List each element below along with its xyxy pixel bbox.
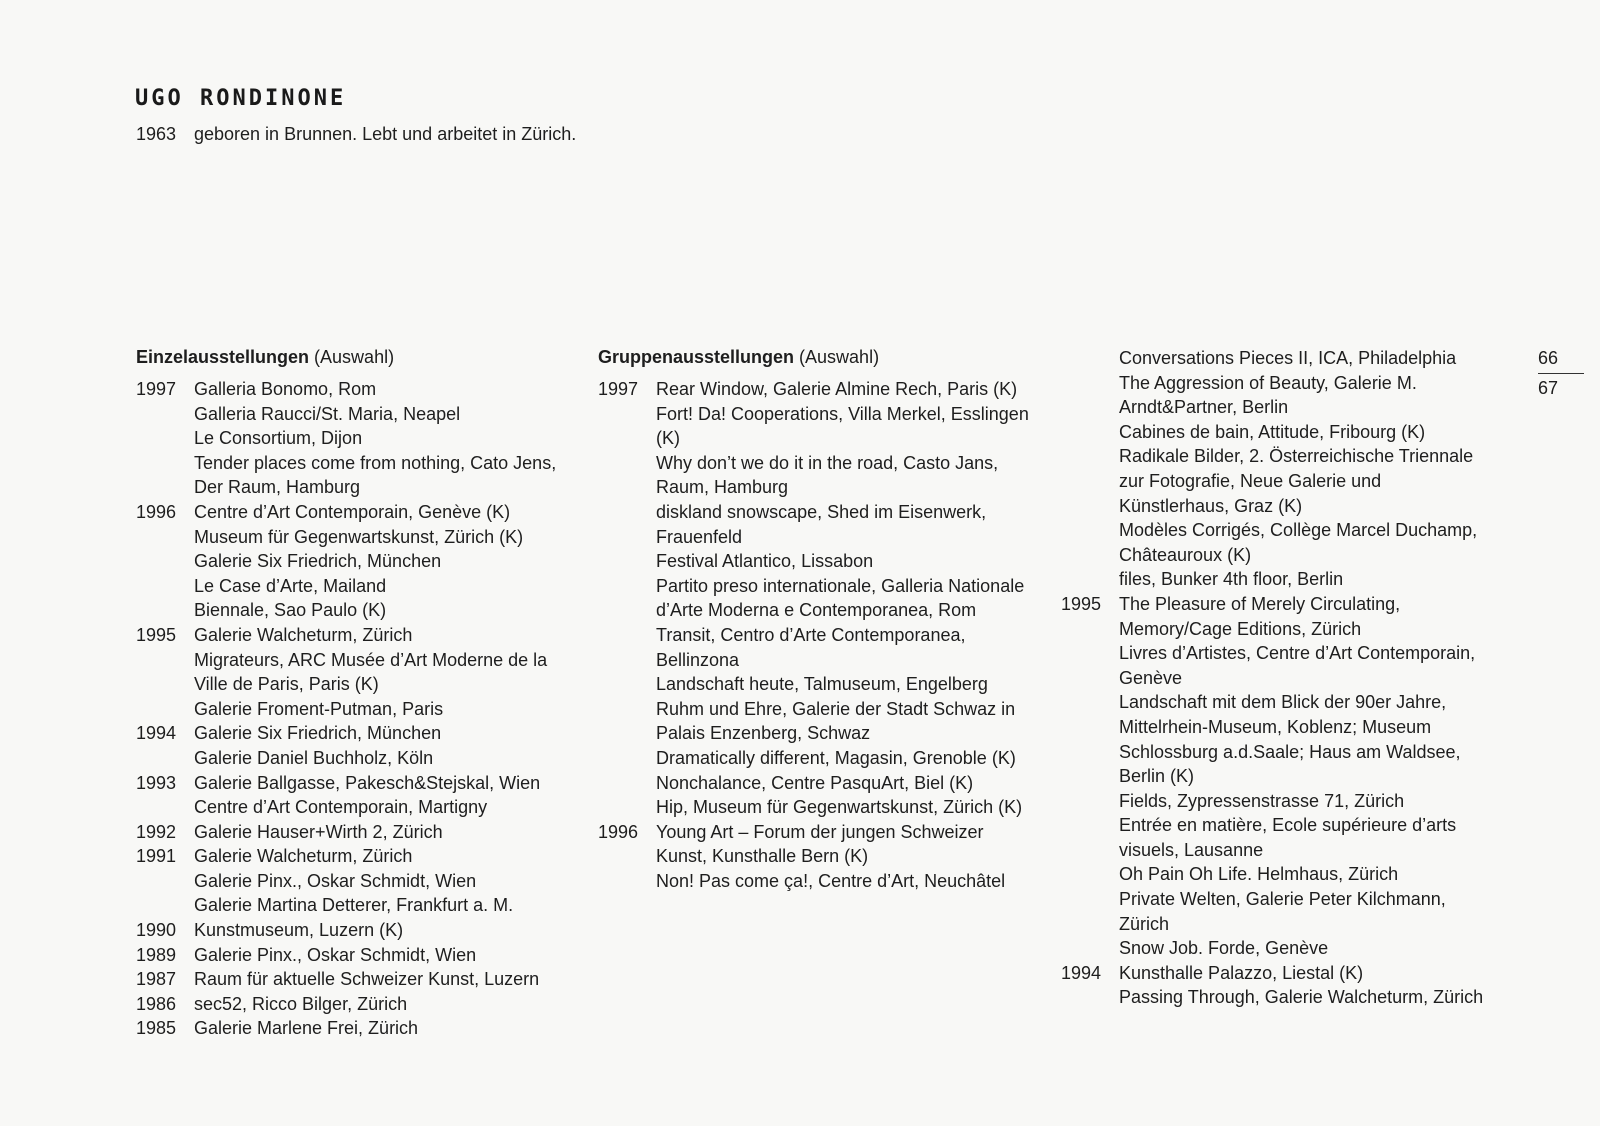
artist-name: UGO RONDINONE — [135, 86, 347, 111]
page-number-divider — [1538, 373, 1584, 374]
year-block — [136, 967, 576, 992]
exhibition-entry: sec52, Ricco Bilger, Zürich — [194, 993, 408, 1014]
group-exhibitions-continued-list — [1061, 346, 1491, 1010]
exhibition-entry: Conversations Pieces II, ICA, Philadelphia — [1119, 348, 1457, 368]
group-exhibitions-column — [598, 345, 1038, 893]
exhibition-entries — [194, 844, 576, 918]
year-label: 1990 — [136, 920, 177, 941]
exhibition-entries — [194, 1016, 576, 1041]
page-number-left: 66 — [1538, 348, 1559, 368]
exhibition-entry: Galerie Marlene Frei, Zürich — [194, 1018, 419, 1039]
exhibition-entries — [194, 918, 576, 943]
exhibition-entry: Fields, Zypressenstrasse 71, Zürich — [1119, 790, 1405, 811]
exhibition-entry: Tender places come from nothing, Cato Jens, Der Raum, Hamburg — [194, 452, 557, 498]
exhibition-entry: Cabines de bain, Attitude, Fribourg (K) — [1119, 421, 1426, 442]
year-label: 1994 — [1061, 962, 1102, 983]
year-label: 1989 — [136, 944, 177, 965]
exhibition-entry: Entrée en matière, Ecole supérieure d’arts visuels, Lausanne — [1119, 815, 1457, 860]
year-block — [1061, 592, 1491, 961]
exhibition-entry: Galerie Pinx., Oskar Schmidt, Wien — [194, 870, 477, 891]
exhibition-entry: Nonchalance, Centre PasquArt, Biel (K) — [656, 772, 974, 793]
solo-heading-suffix: (Auswahl) — [309, 347, 395, 367]
exhibition-entry: Ruhm und Ehre, Galerie der Stadt Schwaz in Palais Enzenberg, Schwaz — [656, 698, 1016, 744]
year-label: 1993 — [136, 772, 177, 793]
exhibition-entry: Private Welten, Galerie Peter Kilchmann, Zürich — [1119, 889, 1446, 934]
year-block — [136, 943, 576, 968]
exhibition-entries — [1119, 961, 1491, 1010]
exhibition-entries — [1119, 592, 1491, 961]
exhibition-entries — [194, 943, 576, 968]
year-block — [598, 820, 1038, 894]
year-label: 1997 — [598, 379, 639, 399]
exhibition-entry: Fort! Da! Cooperations, Villa Merkel, Esslingen (K) — [656, 403, 1029, 449]
year-block — [136, 500, 576, 623]
exhibition-entry: Rear Window, Galerie Almine Rech, Paris (K) — [656, 379, 1018, 399]
exhibition-entry: Radikale Bilder, 2. Österreichische Triennale zur Fotografie, Neue Galerie und Künstlerhaus, Graz (K) — [1119, 446, 1474, 516]
exhibition-entry: Galerie Froment-Putman, Paris — [194, 698, 444, 719]
exhibition-entry: The Pleasure of Merely Circulating, Memory/Cage Editions, Zürich — [1119, 593, 1401, 639]
exhibition-entry: Migrateurs, ARC Musée d’Art Moderne de la Ville de Paris, Paris (K) — [194, 649, 548, 695]
exhibition-entry: Dramatically different, Magasin, Grenoble (K) — [656, 747, 1016, 768]
year-label: 1996 — [136, 501, 177, 522]
exhibition-entry: Livres d’Artistes, Centre d’Art Contemporain, Genève — [1119, 643, 1476, 688]
group-heading-title: Gruppenausstellungen — [598, 347, 795, 367]
exhibition-entries — [194, 377, 576, 500]
exhibition-entries — [656, 377, 1038, 820]
year-label: 1992 — [136, 821, 177, 842]
page-number-right: 67 — [1538, 378, 1559, 398]
exhibition-entry: Landschaft mit dem Blick der 90er Jahre, Mittelrhein-Museum, Koblenz; Museum Schlossburg a.d.Saale; Haus am Waldsee, Berlin (K) — [1119, 692, 1461, 787]
year-label: 1985 — [136, 1018, 177, 1039]
exhibition-entry: Le Case d’Arte, Mailand — [194, 575, 387, 596]
exhibition-entry: Raum für aktuelle Schweizer Kunst, Luzern — [194, 969, 540, 990]
exhibition-entry: Why don’t we do it in the road, Casto Jans, Raum, Hamburg — [656, 452, 999, 498]
year-block — [598, 377, 1038, 820]
exhibition-entry: Hip, Museum für Gegenwartskunst, Zürich (K) — [656, 797, 1023, 818]
exhibition-entry: Galerie Six Friedrich, München — [194, 723, 442, 744]
year-block — [1061, 961, 1491, 1010]
exhibition-entry: Galleria Raucci/St. Maria, Neapel — [194, 403, 461, 424]
exhibition-entry: Galerie Walcheturm, Zürich — [194, 846, 413, 867]
exhibition-entries — [194, 623, 576, 721]
year-block — [136, 623, 576, 721]
exhibition-entry: Centre d’Art Contemporain, Genève (K) — [194, 501, 511, 522]
exhibition-entry: Passing Through, Galerie Walcheturm, Zürich — [1119, 987, 1484, 1008]
exhibition-entry: Non! Pas come ça!, Centre d’Art, Neuchâtel — [656, 870, 1006, 891]
exhibition-entry: Galerie Ballgasse, Pakesch&Stejskal, Wien — [194, 772, 541, 793]
exhibition-entries — [656, 820, 1038, 894]
exhibition-entry: Young Art – Forum der jungen Schweizer Kunst, Kunsthalle Bern (K) — [656, 821, 984, 867]
group-exhibitions-continued-column — [1061, 346, 1491, 1010]
exhibition-entries — [1119, 346, 1491, 592]
exhibition-entries — [194, 820, 576, 845]
exhibition-entry: Museum für Gegenwartskunst, Zürich (K) — [194, 526, 524, 547]
year-label: 1986 — [136, 993, 177, 1014]
solo-heading-title: Einzelausstellungen — [136, 347, 310, 367]
exhibition-entry: The Aggression of Beauty, Galerie M. Arndt&Partner, Berlin — [1119, 372, 1417, 418]
year-block — [136, 844, 576, 918]
year-block — [136, 721, 576, 770]
exhibition-entry: Landschaft heute, Talmuseum, Engelberg — [656, 674, 988, 695]
exhibition-entry: Galerie Daniel Buchholz, Köln — [194, 747, 434, 768]
exhibition-entry: Galerie Hauser+Wirth 2, Zürich — [194, 821, 443, 842]
year-block — [136, 1016, 576, 1041]
year-label: 1996 — [598, 821, 639, 842]
exhibition-entry: Galerie Walcheturm, Zürich — [194, 624, 413, 645]
exhibition-entry: Galleria Bonomo, Rom — [194, 379, 377, 399]
year-block — [136, 771, 576, 820]
solo-exhibitions-column — [136, 345, 576, 1041]
year-label — [1061, 346, 1119, 592]
year-label: 1987 — [136, 969, 177, 990]
group-exhibitions-list — [598, 377, 1038, 893]
year-block — [136, 820, 576, 845]
exhibition-entry: Centre d’Art Contemporain, Martigny — [194, 797, 488, 818]
exhibition-entries — [194, 771, 576, 820]
exhibition-entries — [194, 500, 576, 623]
exhibition-entry: Le Consortium, Dijon — [194, 428, 363, 449]
exhibition-entry: Modèles Corrigés, Collège Marcel Duchamp, Châteauroux (K) — [1119, 520, 1478, 565]
year-block — [1061, 346, 1491, 592]
solo-exhibitions-list — [136, 377, 576, 1041]
exhibition-entry: Kunstmuseum, Luzern (K) — [194, 920, 404, 941]
year-label: 1994 — [136, 723, 177, 744]
exhibition-entry: Galerie Martina Detterer, Frankfurt a. M. — [194, 895, 514, 916]
exhibition-entry: Festival Atlantico, Lissabon — [656, 551, 874, 572]
solo-exhibitions-heading — [136, 345, 576, 369]
year-label: 1991 — [136, 846, 177, 867]
year-label: 1995 — [1061, 593, 1102, 614]
exhibition-entry: Snow Job. Forde, Genève — [1119, 938, 1329, 959]
birth-year: 1963 — [136, 124, 177, 144]
group-heading-suffix: (Auswahl) — [794, 347, 880, 367]
year-block — [136, 377, 576, 500]
exhibition-entries — [194, 967, 576, 992]
year-block — [136, 992, 576, 1017]
exhibition-entry: Partito preso internationale, Galleria Nationale d’Arte Moderna e Contemporanea, Rom — [656, 575, 1025, 621]
exhibition-entry: files, Bunker 4th floor, Berlin — [1119, 569, 1344, 590]
year-block — [136, 918, 576, 943]
birth-line — [136, 122, 576, 146]
year-label: 1995 — [136, 624, 177, 645]
exhibition-entry: Galerie Pinx., Oskar Schmidt, Wien — [194, 944, 477, 965]
exhibition-entries — [194, 992, 576, 1017]
year-label: 1997 — [136, 379, 177, 399]
exhibition-entries — [194, 721, 576, 770]
exhibition-entry: Galerie Six Friedrich, München — [194, 551, 442, 572]
exhibition-entry: Biennale, Sao Paulo (K) — [194, 600, 387, 621]
exhibition-entry: diskland snowscape, Shed im Eisenwerk, Frauenfeld — [656, 501, 987, 547]
exhibition-entry: Kunsthalle Palazzo, Liestal (K) — [1119, 962, 1364, 983]
exhibition-entry: Oh Pain Oh Life. Helmhaus, Zürich — [1119, 864, 1399, 885]
exhibition-entry: Transit, Centro d’Arte Contemporanea, Bellinzona — [656, 624, 966, 670]
group-exhibitions-heading — [598, 345, 1038, 369]
page-numbers — [1538, 346, 1584, 400]
birth-text: geboren in Brunnen. Lebt und arbeitet in Zürich. — [194, 124, 577, 144]
